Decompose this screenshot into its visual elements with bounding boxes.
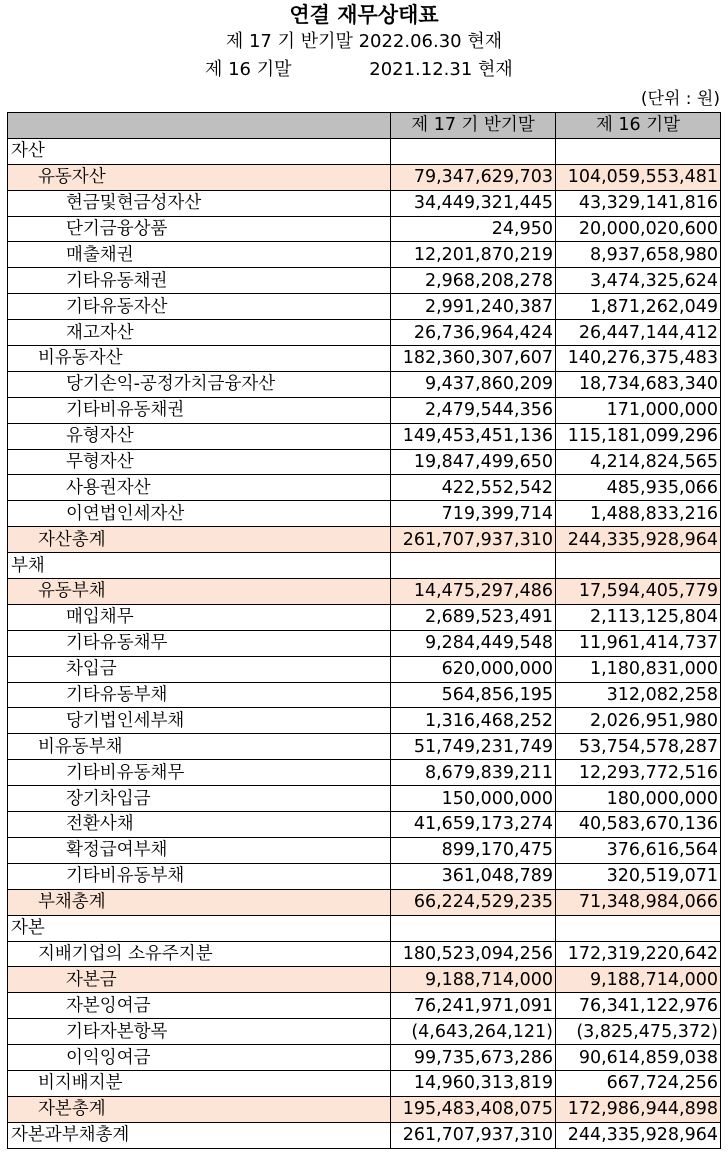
prior-period-value: 43,329,141,816 <box>556 190 721 216</box>
account-label: 부채총계 <box>8 889 391 915</box>
table-row <box>8 242 721 268</box>
account-label: 비지배지분 <box>8 1070 391 1096</box>
table-row <box>8 604 721 630</box>
account-label: 재고자산 <box>8 320 391 346</box>
account-label: 유형자산 <box>8 423 391 449</box>
account-label: 확정급여부채 <box>8 837 391 863</box>
current-period-value: 180,523,094,256 <box>391 941 556 967</box>
account-label: 유동자산 <box>8 164 391 190</box>
current-period-value: 719,399,714 <box>391 501 556 527</box>
current-period-value: 51,749,231,749 <box>391 734 556 760</box>
table-row <box>8 656 721 682</box>
account-label: 자산 <box>8 138 391 164</box>
table-row <box>8 138 721 164</box>
current-period-value: 14,960,313,819 <box>391 1070 556 1096</box>
account-label: 비유동자산 <box>8 346 391 372</box>
account-label: 자본금 <box>8 967 391 993</box>
table-row <box>8 397 721 423</box>
table-row <box>8 708 721 734</box>
account-label: 자본잉여금 <box>8 993 391 1019</box>
current-period-line: 제 17 기 반기말 2022.06.30 현재 <box>225 31 503 52</box>
table-row <box>8 216 721 242</box>
account-label: 장기차입금 <box>8 786 391 812</box>
prior-period-value: 180,000,000 <box>556 786 721 812</box>
table-row <box>8 294 721 320</box>
table-row <box>8 915 721 941</box>
current-period-value: 2,968,208,278 <box>391 268 556 294</box>
table-row <box>8 967 721 993</box>
prior-period-value: 76,341,122,976 <box>556 993 721 1019</box>
current-period-value: 19,847,499,650 <box>391 449 556 475</box>
current-period-value <box>391 915 556 941</box>
prior-period-value: 40,583,670,136 <box>556 812 721 838</box>
current-period-value: 24,950 <box>391 216 556 242</box>
account-label: 기타비유동부채 <box>8 863 391 889</box>
current-period-value: (4,643,264,121) <box>391 1019 556 1045</box>
prior-period-value: 12,293,772,516 <box>556 760 721 786</box>
prior-period-value: 115,181,099,296 <box>556 423 721 449</box>
table-row <box>8 579 721 605</box>
account-label: 당기법인세부채 <box>8 708 391 734</box>
prior-period-date: 2021.12.31 현재 <box>369 59 513 80</box>
prior-period-value: 312,082,258 <box>556 682 721 708</box>
prior-period-value <box>556 553 721 579</box>
prior-period-value: 11,961,414,737 <box>556 630 721 656</box>
current-period-value: 8,679,839,211 <box>391 760 556 786</box>
account-label: 기타유동자산 <box>8 294 391 320</box>
balance-sheet-table <box>7 112 721 1149</box>
current-period-value: 79,347,629,703 <box>391 164 556 190</box>
table-row <box>8 630 721 656</box>
table-row <box>8 190 721 216</box>
current-period-value: 422,552,542 <box>391 475 556 501</box>
prior-period-value: 104,059,553,481 <box>556 164 721 190</box>
current-period-value: 34,449,321,445 <box>391 190 556 216</box>
table-body <box>8 138 721 1148</box>
prior-period-value: 376,616,564 <box>556 837 721 863</box>
account-label: 현금및현금성자산 <box>8 190 391 216</box>
prior-period-value: 1,871,262,049 <box>556 294 721 320</box>
table-row <box>8 1019 721 1045</box>
account-label: 사용권자산 <box>8 475 391 501</box>
account-label: 부채 <box>8 553 391 579</box>
table-row <box>8 786 721 812</box>
prior-period-value: 172,319,220,642 <box>556 941 721 967</box>
table-row <box>8 1070 721 1096</box>
current-period-value: 2,991,240,387 <box>391 294 556 320</box>
account-label: 당기손익-공정가치금융자산 <box>8 371 391 397</box>
prior-period-value: 9,188,714,000 <box>556 967 721 993</box>
current-period-value: 361,048,789 <box>391 863 556 889</box>
account-label: 이연법인세자산 <box>8 501 391 527</box>
account-label: 비유동부채 <box>8 734 391 760</box>
table-row <box>8 941 721 967</box>
table-row <box>8 527 721 553</box>
account-label: 단기금융상품 <box>8 216 391 242</box>
table-row <box>8 475 721 501</box>
current-period-value: 99,735,673,286 <box>391 1045 556 1071</box>
report-title: 연결 재무상태표 <box>289 3 439 27</box>
account-label: 기타비유동채권 <box>8 397 391 423</box>
account-label: 기타유동채권 <box>8 268 391 294</box>
current-period-value: 620,000,000 <box>391 656 556 682</box>
prior-period-line <box>205 58 513 82</box>
current-period-value <box>391 138 556 164</box>
prior-period-value: 18,734,683,340 <box>556 371 721 397</box>
prior-period-label: 제 16 기말 <box>205 59 292 80</box>
table-row <box>8 760 721 786</box>
table-row <box>8 268 721 294</box>
account-label: 기타비유동채무 <box>8 760 391 786</box>
prior-period-value: 8,937,658,980 <box>556 242 721 268</box>
prior-period-value: 26,447,144,412 <box>556 320 721 346</box>
current-period-value <box>391 553 556 579</box>
current-period-value: 12,201,870,219 <box>391 242 556 268</box>
current-period-value: 9,284,449,548 <box>391 630 556 656</box>
table-row <box>8 1122 721 1148</box>
table-row <box>8 837 721 863</box>
current-period-value: 261,707,937,310 <box>391 527 556 553</box>
prior-period-value: 172,986,944,898 <box>556 1096 721 1122</box>
table-row <box>8 889 721 915</box>
prior-period-value: 485,935,066 <box>556 475 721 501</box>
table-row <box>8 346 721 372</box>
prior-period-value: 90,614,859,038 <box>556 1045 721 1071</box>
current-period-value: 195,483,408,075 <box>391 1096 556 1122</box>
prior-period-value: 667,724,256 <box>556 1070 721 1096</box>
prior-period-value: 4,214,824,565 <box>556 449 721 475</box>
account-label: 차입금 <box>8 656 391 682</box>
account-label: 기타유동채무 <box>8 630 391 656</box>
prior-period-value: 3,474,325,624 <box>556 268 721 294</box>
account-label: 자본과부채총계 <box>8 1122 391 1148</box>
table-row <box>8 320 721 346</box>
prior-period-value: (3,825,475,372) <box>556 1019 721 1045</box>
prior-period-value: 1,488,833,216 <box>556 501 721 527</box>
table-row <box>8 449 721 475</box>
prior-period-value: 2,113,125,804 <box>556 604 721 630</box>
table-row <box>8 1045 721 1071</box>
current-period-value: 2,479,544,356 <box>391 397 556 423</box>
account-label: 무형자산 <box>8 449 391 475</box>
current-period-value: 9,437,860,209 <box>391 371 556 397</box>
prior-period-value: 1,180,831,000 <box>556 656 721 682</box>
table-row <box>8 501 721 527</box>
account-label: 자산총계 <box>8 527 391 553</box>
prior-period-value: 171,000,000 <box>556 397 721 423</box>
prior-period-value: 320,519,071 <box>556 863 721 889</box>
unit-label: (단위 : 원) <box>640 89 720 109</box>
table-row <box>8 812 721 838</box>
prior-period-value: 2,026,951,980 <box>556 708 721 734</box>
table-row <box>8 863 721 889</box>
table-row <box>8 423 721 449</box>
prior-period-value <box>556 138 721 164</box>
current-period-value: 149,453,451,136 <box>391 423 556 449</box>
prior-period-value: 244,335,928,964 <box>556 527 721 553</box>
account-label: 유동부채 <box>8 579 391 605</box>
current-period-value: 26,736,964,424 <box>391 320 556 346</box>
prior-period-value: 244,335,928,964 <box>556 1122 721 1148</box>
header-account <box>8 113 391 139</box>
account-label: 이익잉여금 <box>8 1045 391 1071</box>
prior-period-value: 71,348,984,066 <box>556 889 721 915</box>
prior-period-value <box>556 915 721 941</box>
header-current-period: 제 17 기 반기말 <box>391 113 556 139</box>
current-period-value: 41,659,173,274 <box>391 812 556 838</box>
current-period-value: 150,000,000 <box>391 786 556 812</box>
current-period-value: 564,856,195 <box>391 682 556 708</box>
current-period-value: 899,170,475 <box>391 837 556 863</box>
current-period-value: 9,188,714,000 <box>391 967 556 993</box>
prior-period-value: 17,594,405,779 <box>556 579 721 605</box>
account-label: 매입채무 <box>8 604 391 630</box>
prior-period-value: 53,754,578,287 <box>556 734 721 760</box>
table-row <box>8 553 721 579</box>
current-period-value: 1,316,468,252 <box>391 708 556 734</box>
account-label: 지배기업의 소유주지분 <box>8 941 391 967</box>
current-period-value: 66,224,529,235 <box>391 889 556 915</box>
table-header-row <box>8 113 721 139</box>
account-label: 기타유동부채 <box>8 682 391 708</box>
account-label: 전환사채 <box>8 812 391 838</box>
table-row <box>8 371 721 397</box>
prior-period-value: 20,000,020,600 <box>556 216 721 242</box>
account-label: 자본 <box>8 915 391 941</box>
current-period-value: 14,475,297,486 <box>391 579 556 605</box>
current-period-value: 261,707,937,310 <box>391 1122 556 1148</box>
table-row <box>8 164 721 190</box>
table-row <box>8 682 721 708</box>
account-label: 자본총계 <box>8 1096 391 1122</box>
account-label: 기타자본항목 <box>8 1019 391 1045</box>
table-row <box>8 734 721 760</box>
table-row <box>8 993 721 1019</box>
prior-period-value: 140,276,375,483 <box>556 346 721 372</box>
current-period-value: 2,689,523,491 <box>391 604 556 630</box>
current-period-value: 182,360,307,607 <box>391 346 556 372</box>
table-row <box>8 1096 721 1122</box>
account-label: 매출채권 <box>8 242 391 268</box>
current-period-value: 76,241,971,091 <box>391 993 556 1019</box>
header-prior-period: 제 16 기말 <box>556 113 721 139</box>
